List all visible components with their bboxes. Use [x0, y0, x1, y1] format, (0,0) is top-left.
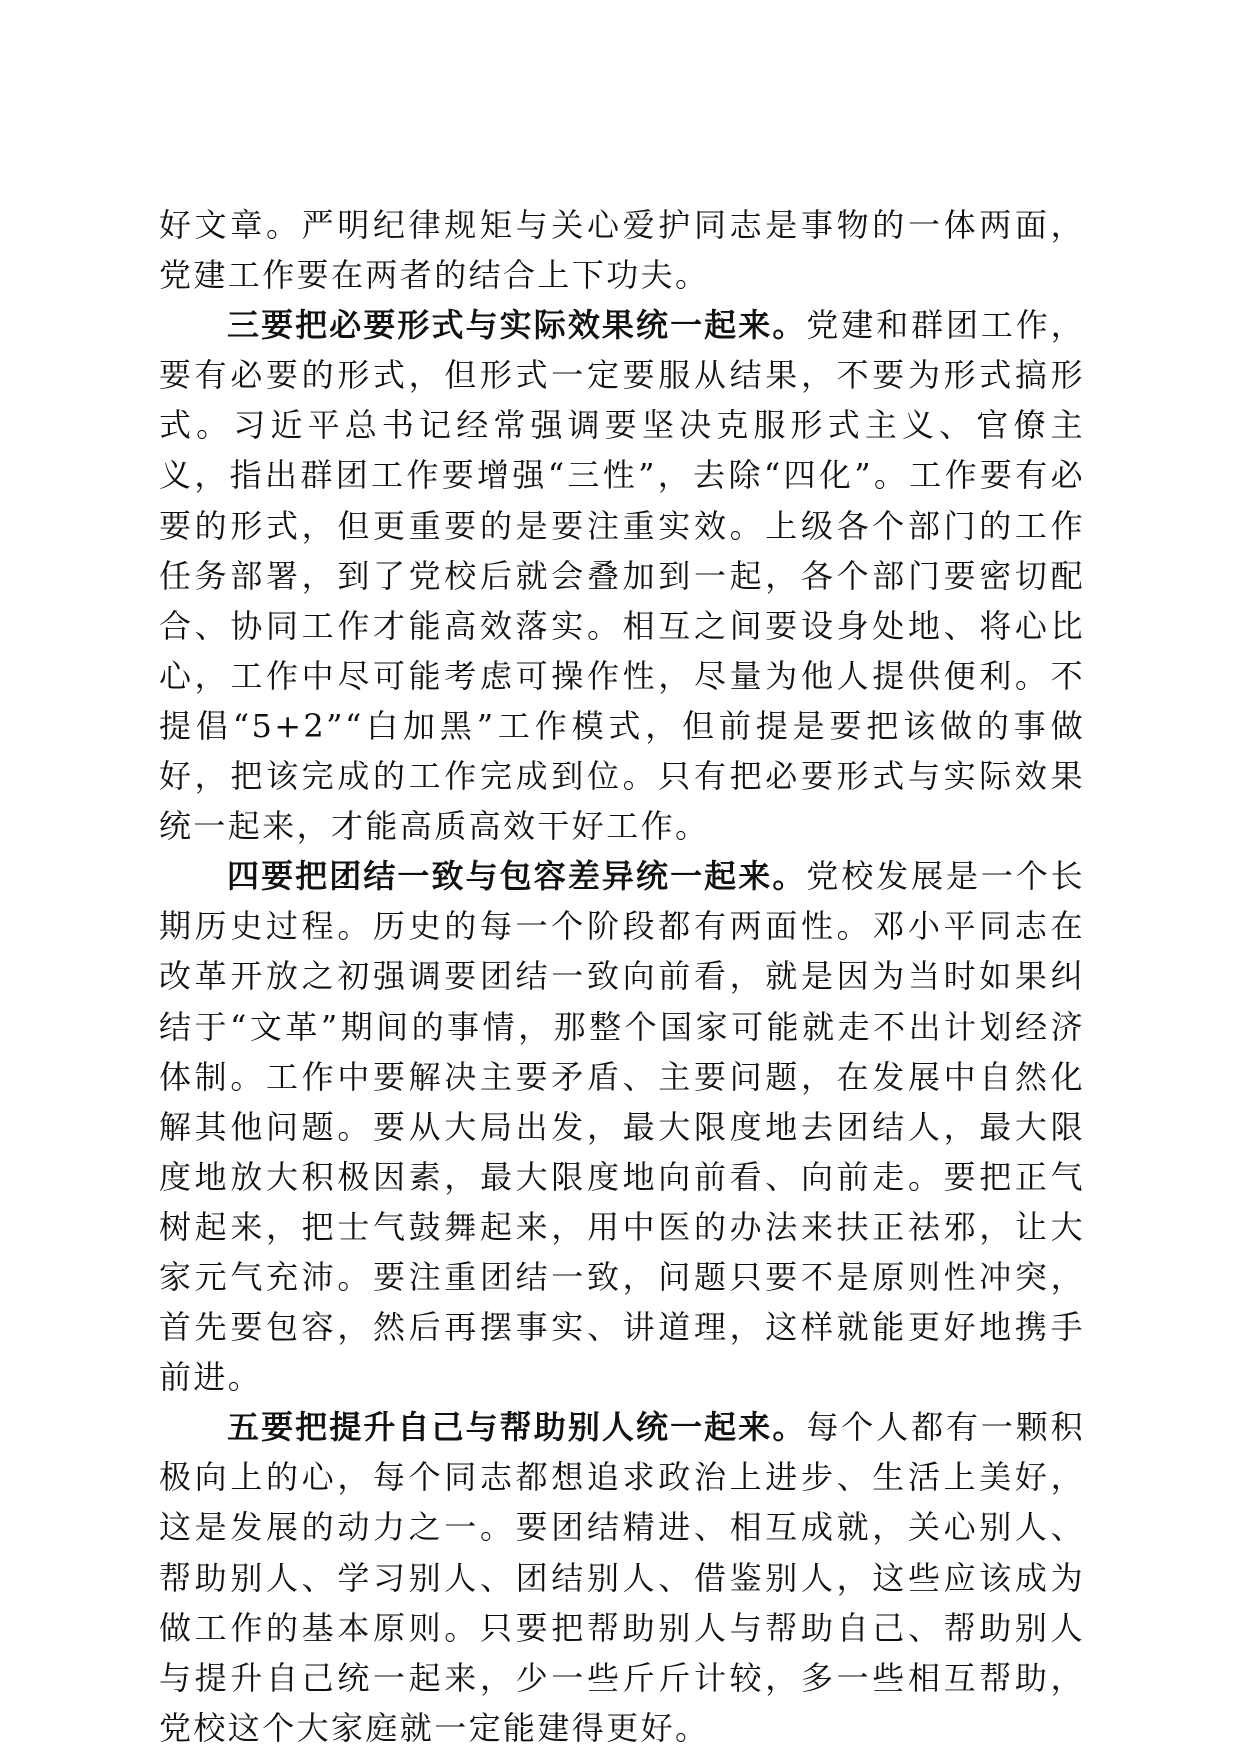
paragraph-point-five [159, 1402, 1085, 1753]
paragraph-text: 党建和群团工作，要有必要的形式，但形式一定要服从结果，不要为形式搞形式。习近平总书记经常强调要坚决克服形式主义、官僚主义，指出群团工作要增强“三性”，去除“四化”。工作要有必要的形式，但更重要的是要注重实效。上级各个部门的工作任务部署，到了党校后就会叠加到一起，各个部门要密切配合、协同工作才能高效落实。相互之间要设身处地、将心比心，工作中尽可能考虑可操作性，尽量为他人提供便利。不提倡“5+2”“白加黑”工作模式，但前提是要把该做的事做好，把该完成的工作完成到位。只有把必要形式与实际效果统一起来，才能高质高效干好工作。 [159, 306, 1086, 846]
document-body [159, 200, 1085, 1753]
paragraph-heading: 五要把提升自己与帮助别人统一起来。 [227, 1408, 807, 1447]
paragraph-text: 每个人都有一颗积极向上的心，每个同志都想追求政治上进步、生活上美好，这是发展的动力之一。要团结精进、相互成就，关心别人、帮助别人、学习别人、团结别人、借鉴别人，这些应该成为做工作的基本原则。只要把帮助别人与帮助自己、帮助别人与提升自己统一起来，少一些斤斤计较，多一些相互帮助，党校这个大家庭就一定能建得更好。 [159, 1408, 1086, 1747]
paragraph-point-three [159, 300, 1085, 851]
paragraph-heading: 四要把团结一致与包容差异统一起来。 [227, 857, 807, 896]
paragraph-text: 好文章。严明纪律规矩与关心爱护同志是事物的一体两面，党建工作要在两者的结合上下功夫。 [159, 206, 1085, 295]
paragraph-text: 党校发展是一个长期历史过程。历史的每一个阶段都有两面性。邓小平同志在改革开放之初强调要团结一致向前看，就是因为当时如果纠结于“文革”期间的事情，那整个国家可能就走不出计划经济体制。工作中要解决主要矛盾、主要问题，在发展中自然化解其他问题。要从大局出发，最大限度地去团结人，最大限度地放大积极因素，最大限度地向前看、向前走。要把正气树起来，把士气鼓舞起来，用中医的办法来扶正祛邪，让大家元气充沛。要注重团结一致，问题只要不是原则性冲突，首先要包容，然后再摆事实、讲道理，这样就能更好地携手前进。 [159, 857, 1086, 1397]
paragraph-point-four [159, 851, 1085, 1402]
paragraph-heading: 三要把必要形式与实际效果统一起来。 [227, 306, 807, 345]
paragraph-continuation [159, 200, 1085, 300]
